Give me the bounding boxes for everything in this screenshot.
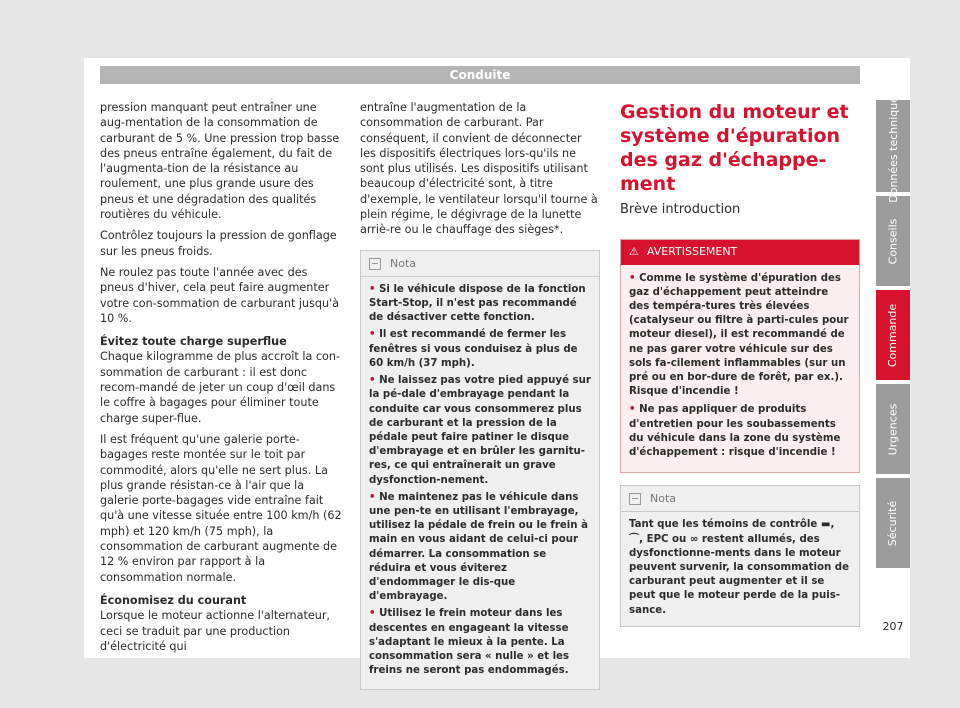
warning-title: AVERTISSEMENT bbox=[646, 245, 738, 259]
sidebar-tabs bbox=[876, 89, 910, 572]
note-box bbox=[360, 250, 600, 691]
column-middle bbox=[360, 100, 600, 690]
note-body bbox=[361, 277, 599, 689]
column-right bbox=[620, 100, 860, 627]
note-box bbox=[620, 485, 860, 627]
warning-header bbox=[621, 240, 859, 264]
tab-donnees-techniques[interactable]: Données techniques bbox=[876, 100, 910, 192]
warning-body bbox=[621, 265, 859, 473]
warning-box bbox=[620, 239, 860, 473]
warning-item: • Comme le système d'épuration des gaz d'échappement peut atteindre des tempéra-tures très élevées (catalyseur ou filtre à parti-cules pour moteur diesel), il est recommandé de ne pas garer votre véhicule sur des sols fa-cilement inflammables (sur un pré ou en bor-dure de forêt, par ex.). Risque d'incendie ! bbox=[629, 272, 849, 398]
tab-securite[interactable]: Sécurité bbox=[876, 478, 910, 568]
note-item: • Il est recommandé de fermer les fenêtres si vous conduisez à plus de 60 km/h (37 mph). bbox=[369, 329, 578, 369]
paragraph: Il est fréquent qu'une galerie porte-bagages reste montée sur le toit par commodité, alors qu'elle ne sert plus. La plus grande résistan-ce à l'air que la galerie porte-bagages vide entraîne fait qu'à une vitesse située entre 100 km/h (62 mph) et 120 km/h (75 mph), la consommation de carburant augmente de 12 % environ par rapport à la consommation normale. bbox=[100, 432, 342, 584]
note-item: • Si le véhicule dispose de la fonction Start-Stop, il n'est pas recommandé de désactiver cette fonction. bbox=[369, 283, 586, 324]
note-header bbox=[361, 251, 599, 277]
paragraph: entraîne l'augmentation de la consommation de carburant. Par conséquent, il convient de déconnecter les dispositifs électriques lors-qu'ils ne sont plus utilisés. Les dispositifs utilisant beaucoup d'électricité sont, à titre d'exemple, le ventilateur lorsqu'il tourne à plein régime, le dégivrage de la lunette arriè-re ou le chauffage des sièges*. bbox=[360, 101, 598, 237]
tab-conseils[interactable]: Conseils bbox=[876, 196, 910, 286]
paragraph: Ne roulez pas toute l'année avec des pneus d'hiver, cela peut faire augmenter votre con-sommation de carburant jusqu'à 10 %. bbox=[100, 265, 340, 325]
note-item: • Ne maintenez pas le véhicule dans une pen-te en utilisant l'embrayage, utilisez la pédale de frein ou le frein à main en vous aidant de celui-ci pour démarrer. La consommation se réduira et vous éviterez d'endommager le dis-que d'embrayage. bbox=[369, 491, 588, 603]
tab-commande[interactable]: Commande bbox=[876, 290, 910, 380]
section-heading: Évitez toute charge superflue bbox=[100, 335, 287, 349]
paragraph: Contrôlez toujours la pression de gonflage sur les pneus froids. bbox=[100, 229, 337, 258]
page-number: 207 bbox=[882, 620, 904, 633]
note-icon bbox=[629, 493, 641, 505]
note-item: • Ne laissez pas votre pied appuyé sur la pé-dale d'embrayage pendant la conduite car vous consommerez plus de carburant et la pression de la pédale peut faire patiner le disque d'embrayage et en brûler les garnitu-res, ce qui entraînerait un grave dysfonction-nement. bbox=[369, 375, 591, 486]
warning-item: • Ne pas appliquer de produits d'entretien pour les soubassements du véhicule dans la zone du système d'échappement : risque d'incendie ! bbox=[629, 404, 841, 458]
paragraph: pression manquant peut entraîner une aug-mentation de la consommation de carburant de 5 %. Une pression trop basse des pneus entraîne également, du fait de l'augmenta-tion de la résistance au roulement, une plus grande usure des pneus et une dégradation des qualités routières du véhicule. bbox=[100, 101, 340, 222]
warning-icon: ⚠ bbox=[629, 245, 639, 259]
page-header: Conduite bbox=[100, 66, 860, 84]
section-heading: Économisez du courant bbox=[100, 593, 247, 607]
note-title: Nota bbox=[390, 256, 417, 270]
note-item: • Utilisez le frein moteur dans les descentes en engageant la vitesse s'adaptant le mieux à la pente. La consommation sera « nulle » et les freins ne seront pas endommagés. bbox=[369, 608, 570, 677]
note-title: Nota bbox=[650, 492, 677, 506]
paragraph: Lorsque le moteur actionne l'alternateur, ceci se traduit par une production d'électricité qui bbox=[100, 609, 330, 653]
note-icon bbox=[369, 258, 381, 270]
section-title: Gestion du moteur et système d'épuration des gaz d'échappe-ment bbox=[620, 101, 849, 195]
note-header bbox=[621, 486, 859, 512]
tab-urgences[interactable]: Urgences bbox=[876, 384, 910, 474]
note-body: Tant que les témoins de contrôle ▬, ⌒, EPC ou ∞ restent allumés, des dysfonctionne-ments dans le moteur peuvent survenir, la consommation de carburant peut augmenter et il se peut que le moteur perde de la puis-sance. bbox=[629, 519, 849, 616]
section-subtitle: Brève introduction bbox=[620, 202, 741, 217]
column-left bbox=[100, 100, 344, 660]
paragraph: Chaque kilogramme de plus accroît la con-sommation de carburant : il est donc recom-mandé de jeter un coup d'œil dans le coffre à bagages pour éliminer toute charge super-flue. bbox=[100, 350, 340, 425]
